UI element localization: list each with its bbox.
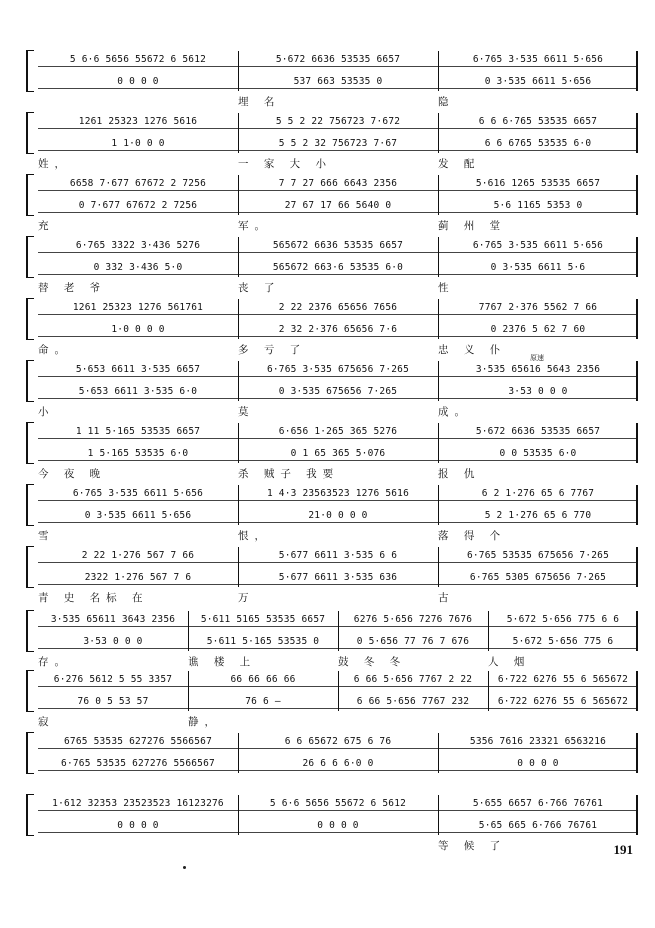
lyric-line [38, 838, 638, 854]
lyric-segment: 雪 [38, 530, 55, 542]
bar-line [636, 485, 638, 525]
lyric-segment: 军。 [238, 220, 271, 232]
measure-group: 76 0 5 53 57 [77, 696, 149, 707]
bar-line [188, 671, 189, 711]
lyric-line [38, 342, 638, 358]
measure-group: 537 663 53535 0 [293, 76, 383, 87]
measure-group: 3·53 0 0 0 [508, 386, 568, 397]
measure-group: 0 3·535 6611 5·656 [484, 76, 592, 87]
bar-line [238, 175, 239, 215]
lyric-segment: 等 候 了 [438, 840, 507, 852]
measure-group: 6·765 3·535 6611 5·656 [472, 240, 604, 251]
bar-line [636, 547, 638, 587]
lyric-line [38, 218, 638, 234]
measure-group: 6·765 53535 675656 7·265 [466, 550, 610, 561]
measure-group: 0 0 53535 6·0 [499, 448, 577, 459]
lyric-segment: 小 [38, 406, 55, 418]
system-brace [26, 112, 34, 154]
measure-group: 6765 53535 627276 5566567 [64, 736, 212, 747]
measure-group: 5·65 665 6·766 76761 [478, 820, 598, 831]
measure-group: 6 66 5·656 7767 232 [356, 696, 470, 707]
bar-line [636, 795, 638, 835]
measure-group: 565672 6636 53535 6657 [272, 240, 404, 251]
measure-group: 3·535 65611 3643 2356 [50, 614, 176, 625]
system-brace [26, 732, 34, 774]
measure-group: 6 66 5·656 7767 2 22 [353, 674, 473, 685]
lyric-segment: 静， [188, 716, 221, 728]
bar-line [238, 795, 239, 835]
measure-group: 2 32 2·376 65656 7·6 [278, 324, 398, 335]
measure-group: 565672 663·6 53535 6·0 [272, 262, 404, 273]
lyric-segment: 一 家 大 小 [238, 158, 333, 170]
measure-group: 6·765 5305 675656 7·265 [469, 572, 607, 583]
measure-group: 6·276 5612 5 55 3357 [53, 674, 173, 685]
lower-staff-line [38, 74, 638, 89]
lyric-line [38, 156, 638, 172]
upper-staff-line [38, 114, 638, 129]
system-brace [26, 610, 34, 652]
bar-line [338, 611, 339, 651]
bar-line [438, 51, 439, 91]
system-brace [26, 174, 34, 216]
measure-group: 1 11 5·165 53535 6657 [75, 426, 201, 437]
bar-line [438, 547, 439, 587]
system-brace [26, 546, 34, 588]
system-brace [26, 298, 34, 340]
bar-line [438, 423, 439, 463]
lyric-line [38, 528, 638, 544]
lyric-segment: 命。 [38, 344, 71, 356]
bar-line [488, 611, 489, 651]
measure-group: 0 7·677 67672 2 7256 [78, 200, 198, 211]
lyric-segment: 存。 [38, 656, 71, 668]
bar-line [438, 113, 439, 153]
lyric-segment: 隐 [438, 96, 455, 108]
bar-line [438, 175, 439, 215]
bar-line [636, 237, 638, 277]
lyric-segment: 埋 名 [238, 96, 281, 108]
lyric-segment: 鼓 冬 冬 [338, 656, 407, 668]
bar-line [238, 485, 239, 525]
measure-group: 5 5 2 32 756723 7·67 [278, 138, 398, 149]
measure-group: 5 6·6 5656 55672 6 5612 [69, 54, 207, 65]
upper-staff-line [38, 424, 638, 439]
lyric-segment: 替 老 爷 [38, 282, 107, 294]
lyric-segment: 报 仇 [438, 468, 481, 480]
upper-staff-line [38, 362, 638, 377]
system-brace [26, 670, 34, 712]
lower-staff-line [38, 384, 638, 399]
lyric-segment: 寂 [38, 716, 55, 728]
lower-staff-line [38, 756, 638, 771]
bar-line [636, 51, 638, 91]
bar-line [438, 361, 439, 401]
measure-group: 6276 5·656 7276 7676 [353, 614, 473, 625]
measure-group: 0 0 0 0 [117, 820, 159, 831]
upper-staff-line [38, 300, 638, 315]
measure-group: 5·672 6636 53535 6657 [475, 426, 601, 437]
measure-group: 5·672 5·656 775 6 6 [506, 614, 620, 625]
lyric-segment: 丧 了 [238, 282, 281, 294]
measure-group: 6 6 65672 675 6 76 [284, 736, 392, 747]
lyric-segment: 青 史 名标 在 [38, 592, 149, 604]
upper-staff-line [38, 52, 638, 67]
measure-group: 5·677 6611 3·535 6 6 [278, 550, 398, 561]
bar-line [238, 547, 239, 587]
measure-group: 5·611 5·165 53535 0 [206, 636, 320, 647]
measure-group: 5·672 6636 53535 6657 [275, 54, 401, 65]
page-number: 191 [613, 842, 633, 857]
lyric-segment: 成。 [438, 406, 471, 418]
measure-group: 6·722 6276 55 6 565672 [497, 674, 629, 685]
upper-staff-line [38, 734, 638, 749]
lyric-line [38, 466, 638, 482]
measure-group: 0 3·535 675656 7·265 [278, 386, 398, 397]
lyric-segment: 落 得 个 [438, 530, 507, 542]
measure-group: 2 22 2376 65656 7656 [278, 302, 398, 313]
measure-group: 1·612 32353 23523523 16123276 [52, 798, 224, 809]
bar-line [488, 671, 489, 711]
measure-group: 3·535 65616 5643 2356 [475, 364, 601, 375]
measure-group: 5·672 5·656 775 6 [512, 636, 614, 647]
measure-group: 1·0 0 0 0 [111, 324, 165, 335]
bar-line [438, 237, 439, 277]
measure-group: 27 67 17 66 5640 0 [284, 200, 392, 211]
upper-staff-line [38, 548, 638, 563]
lyric-segment: 人 烟 [488, 656, 531, 668]
measure-group: 6 6 6·765 53535 6657 [478, 116, 598, 127]
measure-group: 6·765 3322 3·436 5276 [75, 240, 201, 251]
measure-group: 1 4·3 23563523 1276 5616 [266, 488, 410, 499]
bar-line [438, 795, 439, 835]
measure-group: 6·765 3·535 6611 5·656 [72, 488, 204, 499]
tempo-annotation: 原速 [530, 354, 544, 362]
measure-group: 5·616 1265 53535 6657 [475, 178, 601, 189]
bar-line [438, 733, 439, 773]
score-system [26, 792, 638, 870]
measure-group: 5 6·6 5656 55672 6 5612 [269, 798, 407, 809]
bar-line [438, 485, 439, 525]
bar-line [438, 299, 439, 339]
lower-staff-line [38, 198, 638, 213]
measure-group: 1261 25323 1276 561761 [72, 302, 204, 313]
measure-group: 5·653 6611 3·535 6657 [75, 364, 201, 375]
lyric-line [38, 714, 638, 730]
measure-group: 76 6 — [245, 696, 281, 707]
bar-line [636, 113, 638, 153]
measure-group: 6658 7·677 67672 2 7256 [69, 178, 207, 189]
lyric-segment: 万 [238, 592, 255, 604]
measure-group: 5 2 1·276 65 6 770 [484, 510, 592, 521]
lyric-segment: 杀 贼子 我要 [238, 468, 340, 480]
measure-group: 26 6 6 6·0 0 [302, 758, 374, 769]
measure-group: 0 3·535 6611 5·6 [490, 262, 586, 273]
lyric-segment: 发 配 [438, 158, 481, 170]
bar-line [636, 299, 638, 339]
lyric-segment: 性 [438, 282, 455, 294]
measure-group: 0 0 0 0 [117, 76, 159, 87]
lower-staff-line [38, 136, 638, 151]
measure-group: 2 22 1·276 567 7 66 [81, 550, 195, 561]
system-brace [26, 50, 34, 92]
system-brace [26, 360, 34, 402]
measure-group: 6 2 1·276 65 6 7767 [481, 488, 595, 499]
system-brace [26, 794, 34, 836]
lyric-segment: 忠 义 仆 [438, 344, 507, 356]
measure-group: 0 1 65 365 5·076 [290, 448, 386, 459]
measure-group: 5·611 5165 53535 6657 [200, 614, 326, 625]
system-brace [26, 422, 34, 464]
measure-group: 3·53 0 0 0 [83, 636, 143, 647]
bar-line [238, 361, 239, 401]
bar-line [636, 611, 638, 651]
bar-line [238, 237, 239, 277]
measure-group: 0 5·656 77 76 7 676 [356, 636, 470, 647]
system-brace [26, 236, 34, 278]
lyric-line [38, 404, 638, 420]
bar-line [636, 733, 638, 773]
measure-group: 5356 7616 23321 6563216 [469, 736, 607, 747]
measure-group: 0 2376 5 62 7 60 [490, 324, 586, 335]
lyric-segment: 今 夜 晚 [38, 468, 107, 480]
lyric-segment: 充 [38, 220, 55, 232]
measure-group: 6·765 53535 627276 5566567 [61, 758, 215, 769]
measure-group: 1 5·165 53535 6·0 [87, 448, 189, 459]
lower-staff-line [38, 260, 638, 275]
measure-group: 1261 25323 1276 5616 [78, 116, 198, 127]
bar-line [188, 611, 189, 651]
lower-staff-line [38, 570, 638, 585]
measure-group: 1 1·0 0 0 [111, 138, 165, 149]
lower-staff-line [38, 508, 638, 523]
lyric-segment: 莫 [238, 406, 255, 418]
measure-group: 7767 2·376 5562 7 66 [478, 302, 598, 313]
measure-group: 0 3·535 6611 5·656 [84, 510, 192, 521]
lyric-segment: 姓， [38, 158, 71, 170]
bar-line [338, 671, 339, 711]
measure-group: 0 332 3·436 5·0 [93, 262, 183, 273]
measure-group: 5·677 6611 3·535 636 [278, 572, 398, 583]
measure-group: 2322 1·276 567 7 6 [84, 572, 192, 583]
measure-group: 7 7 27 666 6643 2356 [278, 178, 398, 189]
measure-group: 21·0 0 0 0 [308, 510, 368, 521]
bar-line [238, 113, 239, 153]
lower-staff-line [38, 818, 638, 833]
lyric-line [38, 280, 638, 296]
bar-line [238, 299, 239, 339]
lyric-segment: 谯 楼 上 [188, 656, 257, 668]
measure-group: 0 0 0 0 [517, 758, 559, 769]
lyric-segment: 恨， [238, 530, 271, 542]
lyric-segment: 古 [438, 592, 455, 604]
measure-group: 6·765 3·535 6611 5·656 [472, 54, 604, 65]
lower-staff-line [38, 322, 638, 337]
upper-staff-line [38, 796, 638, 811]
lower-staff-line [38, 446, 638, 461]
measure-group: 6·765 3·535 675656 7·265 [266, 364, 410, 375]
measure-group: 6·656 1·265 365 5276 [278, 426, 398, 437]
measure-group: 6·722 6276 55 6 565672 [497, 696, 629, 707]
bar-line [636, 361, 638, 401]
bar-line [238, 51, 239, 91]
lyric-segment: 蓟 州 堂 [438, 220, 507, 232]
measure-group: 6 6 6765 53535 6·0 [484, 138, 592, 149]
measure-group: 66 66 66 66 [230, 674, 296, 685]
lyric-segment: 多 亏 了 [238, 344, 307, 356]
measure-group: 5·6 1165 5353 0 [493, 200, 583, 211]
measure-group: 5 5 2 22 756723 7·672 [275, 116, 401, 127]
system-brace [26, 484, 34, 526]
measure-group: 0 0 0 0 [317, 820, 359, 831]
bar-line [238, 733, 239, 773]
measure-group: 5·655 6657 6·766 76761 [472, 798, 604, 809]
lyric-line [38, 94, 638, 110]
lyric-line [38, 776, 638, 792]
bar-line [238, 423, 239, 463]
bar-line [636, 423, 638, 463]
bar-line [636, 671, 638, 711]
upper-staff-line [38, 176, 638, 191]
lyric-line [38, 590, 638, 606]
ink-speck [183, 866, 186, 869]
bar-line [636, 175, 638, 215]
upper-staff-line [38, 238, 638, 253]
upper-staff-line [38, 486, 638, 501]
measure-group: 5·653 6611 3·535 6·0 [78, 386, 198, 397]
